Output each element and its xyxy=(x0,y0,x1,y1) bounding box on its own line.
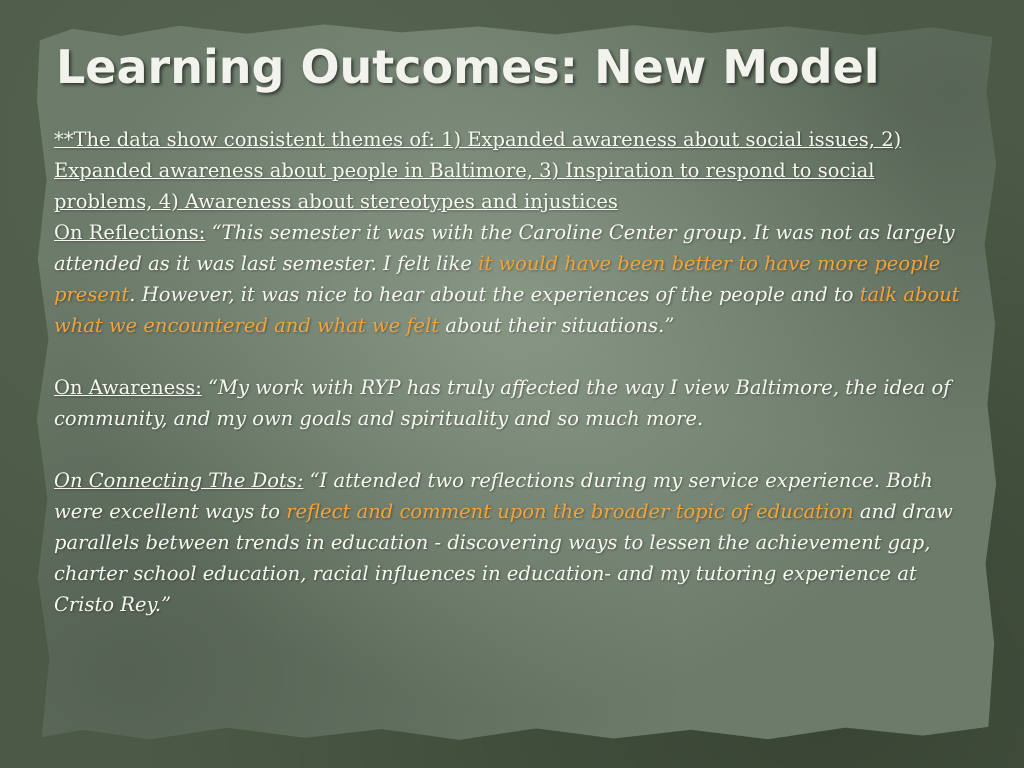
reflections-highlight-2: talk about what we encountered and what we felt xyxy=(54,283,960,337)
reflections-highlight-1: it would have been better to have more people present xyxy=(54,252,941,306)
reflections-quote-part2: . However, it was nice to hear about the experiences of the people and to xyxy=(129,283,860,306)
reflections-quote-part1: “This semester it was with the Caroline Center group. It was not as largely attended as it was last semester. I felt like xyxy=(54,221,955,275)
connecting-quote-part2: and draw parallels between trends in education - discovering ways to lessen the achievement gap, charter school education, racial influences in education- and my tutoring experience at Cristo Rey.” xyxy=(54,500,953,616)
connecting-paragraph xyxy=(54,465,979,620)
slide-title: Learning Outcomes: New Model xyxy=(56,40,880,94)
paragraph-spacer xyxy=(54,341,979,372)
connecting-quote-part1: “I attended two reflections during my service experience. Both were excellent ways to xyxy=(54,469,933,523)
summary-text: **The data show consistent themes of: 1) Expanded awareness about social issues, 2) Expanded awareness about people in Baltimore, 3) Inspiration to respond to social problems, 4) Awareness about stereotypes and injustices xyxy=(54,128,902,213)
reflections-label: On Reflections: xyxy=(54,221,206,244)
reflections-quote-part3: about their situations.” xyxy=(439,314,675,337)
connecting-highlight: reflect and comment upon the broader topic of education xyxy=(286,500,854,523)
connecting-label: On Connecting The Dots: xyxy=(54,469,304,492)
awareness-label: On Awareness: xyxy=(54,376,202,399)
slide-content xyxy=(54,124,979,620)
paragraph-spacer xyxy=(54,434,979,465)
awareness-paragraph xyxy=(54,372,979,434)
reflections-paragraph xyxy=(54,217,979,341)
awareness-quote: “My work with RYP has truly affected the way I view Baltimore, the idea of community, and my own goals and spirituality and so much more. xyxy=(54,376,951,430)
